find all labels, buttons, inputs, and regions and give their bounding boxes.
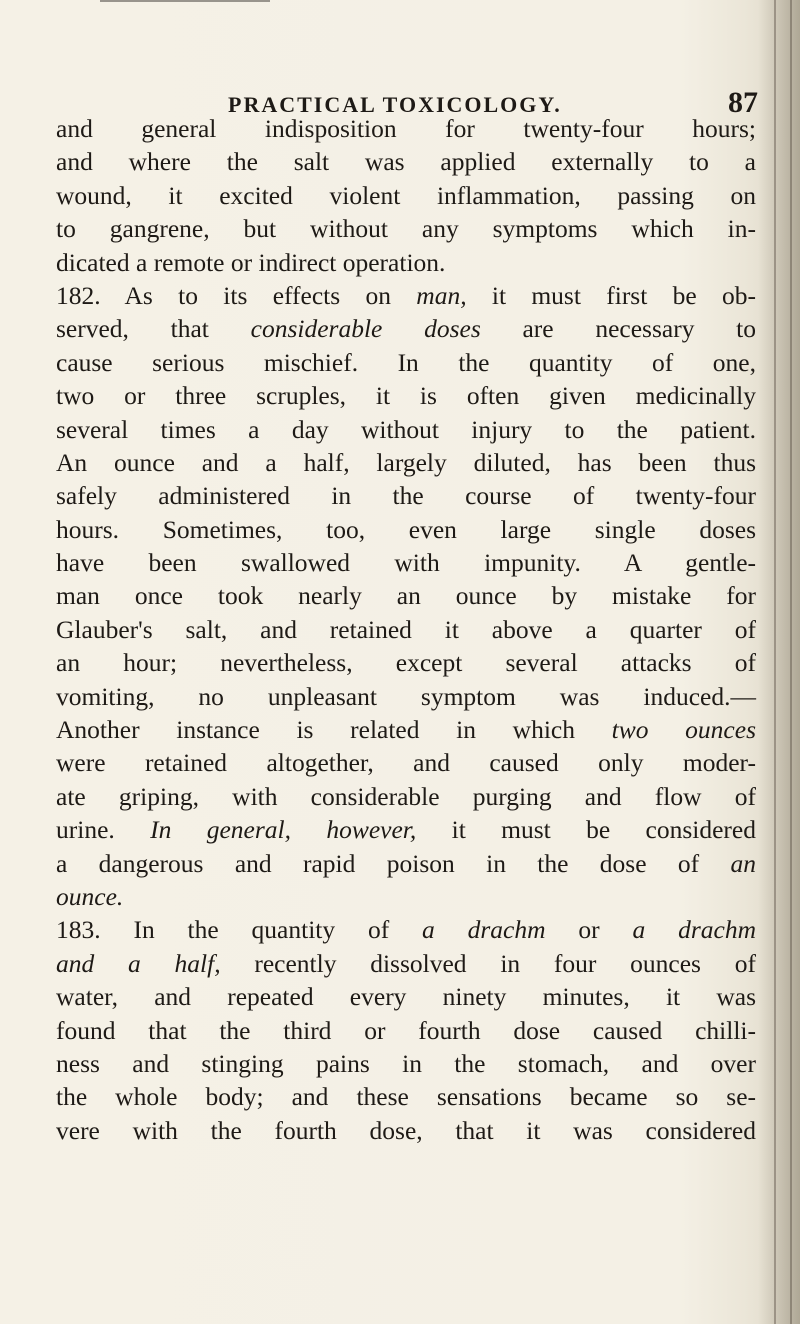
text-run: An ounce and a half, largely diluted, has been thus (56, 447, 756, 477)
text-run: 182. As to its effects on (56, 280, 417, 310)
text-run: it must first be ob- (466, 280, 756, 310)
text-line (56, 813, 756, 846)
text-run: dicated a remote or indirect operation. (56, 247, 446, 277)
text-line (56, 346, 756, 379)
text-line (56, 1014, 756, 1047)
text-line (56, 446, 756, 479)
text-run: ounce. (56, 881, 124, 911)
text-line (56, 579, 756, 612)
text-run: and where the salt was applied externally to a (56, 147, 756, 177)
text-run: a dangerous and rapid poison in the dose of (56, 848, 731, 878)
text-run: several times a day without injury to the patient. (56, 414, 756, 444)
text-run: Another instance is related in which (56, 715, 612, 745)
text-run: man once took nearly an ounce by mistake for (56, 581, 756, 611)
text-line (56, 646, 756, 679)
text-line (56, 413, 756, 446)
text-line (56, 947, 756, 980)
text-line (56, 680, 756, 713)
text-run: ate griping, with considerable purging and flow of (56, 781, 756, 811)
text-line (56, 847, 756, 880)
text-line (56, 145, 756, 178)
text-run: a drachm (632, 915, 756, 945)
text-run: cause serious mischief. In the quantity of one, (56, 347, 756, 377)
text-line (56, 246, 756, 279)
text-run: it must be considered (416, 815, 756, 845)
text-run: found that the third or fourth dose caused chilli- (56, 1015, 756, 1045)
text-run: vomiting, no unpleasant symptom was induced.— (56, 681, 756, 711)
text-run: 183. In the quantity of (56, 915, 423, 945)
text-run: considerable doses (250, 314, 481, 344)
text-line (56, 980, 756, 1013)
text-line (56, 279, 756, 312)
text-line (56, 1080, 756, 1113)
text-line (56, 880, 756, 913)
text-run: to gangrene, but without any symptoms which in- (56, 214, 756, 244)
text-run: man, (416, 280, 467, 310)
text-line (56, 513, 756, 546)
text-line (56, 312, 756, 345)
text-run: served, that (56, 314, 251, 344)
text-run: water, and repeated every ninety minutes, it was (56, 982, 756, 1012)
text-run: urine. (56, 815, 151, 845)
text-line (56, 479, 756, 512)
text-run: vere with the fourth dose, that it was considered (56, 1115, 756, 1145)
text-run: or (545, 915, 633, 945)
text-run: two ounces (611, 715, 756, 745)
page-edge-line (790, 0, 792, 1324)
text-line (56, 613, 756, 646)
text-line (56, 713, 756, 746)
text-run: and a half, (56, 948, 221, 978)
text-run: were retained altogether, and caused only moder- (56, 748, 756, 778)
text-run: are necessary to (480, 314, 757, 344)
text-run: Glauber's salt, and retained it above a quarter of (56, 614, 756, 644)
page-number: 87 (728, 86, 758, 119)
text-run: a drachm (422, 915, 546, 945)
text-run: ness and stinging pains in the stomach, and over (56, 1048, 756, 1078)
text-run: have been swallowed with impunity. A gentle- (56, 548, 756, 578)
text-run: hours. Sometimes, too, even large single doses (56, 514, 756, 544)
text-run: recently dissolved in four ounces of (220, 948, 756, 978)
text-line (56, 112, 756, 145)
text-run: the whole body; and these sensations became so se- (56, 1082, 756, 1112)
body-text (56, 112, 756, 1147)
text-line (56, 179, 756, 212)
text-run: In general, however, (150, 815, 417, 845)
top-rule (100, 0, 270, 2)
text-line (56, 1114, 756, 1147)
text-line (56, 212, 756, 245)
page-edge-line (774, 0, 776, 1324)
text-line (56, 780, 756, 813)
text-run: safely administered in the course of twenty-four (56, 481, 756, 511)
text-run: two or three scruples, it is often given medicinally (56, 381, 756, 411)
text-line (56, 746, 756, 779)
text-line (56, 1047, 756, 1080)
text-line (56, 379, 756, 412)
text-run: an hour; nevertheless, except several attacks of (56, 648, 756, 678)
text-line (56, 546, 756, 579)
text-run: and general indisposition for twenty-four hours; (56, 114, 756, 143)
text-line (56, 913, 756, 946)
page-edge-shadow (758, 0, 800, 1324)
text-run: an (730, 848, 756, 878)
text-run: wound, it excited violent inflammation, passing on (56, 180, 756, 210)
running-title: PRACTICAL TOXICOLOGY. (228, 92, 562, 117)
